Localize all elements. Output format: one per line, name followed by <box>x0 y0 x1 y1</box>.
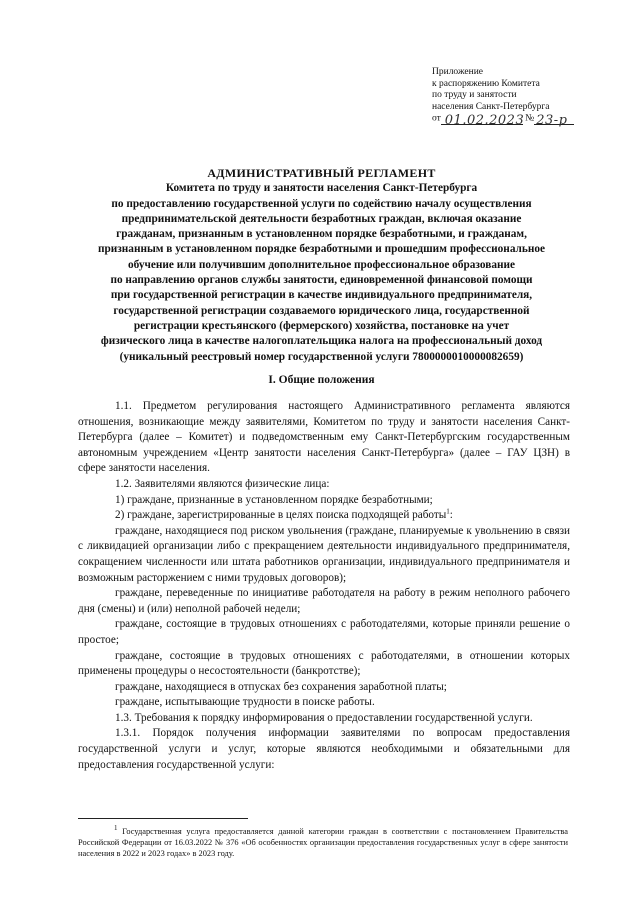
title-line: гражданам, признанным в установленном порядке безработными, и гражданам, <box>116 228 527 241</box>
document-body <box>78 399 570 773</box>
title-line: предпринимательской деятельности безработных граждан, включая оказание <box>121 212 522 225</box>
title-line: по предоставлению государственной услуги по содействию началу осуществления <box>111 197 532 210</box>
paragraph: граждане, находящиеся под риском увольнения (граждане, планируемые к увольнению в связи с ликвидацией организации либо с прекращением деятельности индивидуального предпринимателя, сокращением численности или штата работников организации, индивидуального предпринимателя и возможным расторжением с ними трудовых договоров); <box>78 524 570 584</box>
paragraph: 1.3. Требования к порядку информирования о предоставлении государственной услуги. <box>115 711 533 724</box>
footnote-mark: 1 <box>114 824 118 833</box>
document-title: АДМИНИСТРАТИВНЫЙ РЕГЛАМЕНТ <box>207 166 436 180</box>
appendix-line-3: по труду и занятости <box>432 90 517 100</box>
appendix-line-4: населения Санкт-Петербурга <box>432 101 550 112</box>
footnote <box>78 826 568 859</box>
paragraph: граждане, переведенные по инициативе работодателя на работу в режим неполного рабочего дня (смены) и (или) неполной рабочей недели; <box>78 587 570 615</box>
paragraph: граждане, состоящие в трудовых отношениях с работодателями, в отношении которых применены процедуры о несостоятельности (банкротстве); <box>78 649 570 678</box>
footnote-reference: 1 <box>446 507 450 516</box>
from-label: от <box>432 113 441 124</box>
title-line: обучение или получившим дополнительное профессиональное образование <box>127 258 516 271</box>
title-line: регистрации крестьянского (фермерского) хозяйства, постановке на учет <box>133 319 510 332</box>
regulation-title <box>74 166 569 365</box>
title-line: при государственной регистрации в качестве индивидуального предпринимателя, <box>110 289 533 302</box>
appendix-block <box>432 67 602 128</box>
handwritten-number: 23-р <box>536 112 568 128</box>
paragraph: граждане, состоящие в трудовых отношениях с работодателями, которые приняли решение о простое; <box>78 618 570 646</box>
number-label: № <box>525 113 535 124</box>
paragraph-end: : <box>449 509 453 522</box>
section-heading: I. Общие положения <box>268 374 375 386</box>
date-field <box>441 112 525 128</box>
paragraph: 1.2. Заявителями являются физические лица: <box>115 477 330 490</box>
paragraph <box>78 508 570 524</box>
appendix-date-number <box>432 112 602 128</box>
title-line: государственной регистрации создаваемого юридического лица, государственной <box>113 304 530 317</box>
title-line: физического лица в качестве налогоплательщика налога на профессиональный доход <box>100 335 543 348</box>
number-field <box>534 112 574 128</box>
handwritten-date: 01.02.2023 <box>444 112 525 128</box>
title-line: (уникальный реестровый номер государственной услуги 7800000010000082659) <box>119 350 524 363</box>
paragraph: граждане, находящиеся в отпусках без сохранения заработной платы; <box>115 680 447 693</box>
footnote-text: Государственная услуга предоставляется данной категории граждан в соответствии с постановлением Правительства Российской Федерации от 16.03.2022 № 376 «Об особенностях организации предоставления государственных услуг в сфере занятости населения в 2022 и 2023 годах» в 2023 году. <box>78 827 568 858</box>
paragraph: 1) граждане, признанные в установленном порядке безработными; <box>115 493 433 506</box>
appendix-line-2: к распоряжению Комитета <box>432 78 540 89</box>
title-line: Комитета по труду и занятости населения Санкт-Петербурга <box>165 182 478 195</box>
title-line: признанным в установленном порядке безработными и прошедшим профессиональное <box>97 243 546 256</box>
title-line: по направлению органов службы занятости, единовременной финансовой помощи <box>110 274 533 287</box>
paragraph: 1.3.1. Порядок получения информации заявителями по вопросам предоставления государственной услуги и услуг, которые являются необходимыми и обязательными для предоставления государственной услуги: <box>78 727 570 771</box>
paragraph-text: 2) граждане, зарегистрированные в целях поиска подходящей работы <box>115 509 447 522</box>
appendix-line-1: Приложение <box>432 67 483 77</box>
footnote-divider <box>78 818 248 819</box>
paragraph: 1.1. Предметом регулирования настоящего Административного регламента являются отношения, возникающие между заявителями, Комитетом по труду и занятости населения Санкт-Петербурга (далее – Комитет) и подведомственным ему Санкт-Петербургским государственным автономным учреждением «Центр занятости населения Санкт-Петербурга» (далее – ГАУ ЦЗН) в сфере занятости населения. <box>78 400 570 475</box>
paragraph: граждане, испытывающие трудности в поиске работы. <box>115 696 375 709</box>
